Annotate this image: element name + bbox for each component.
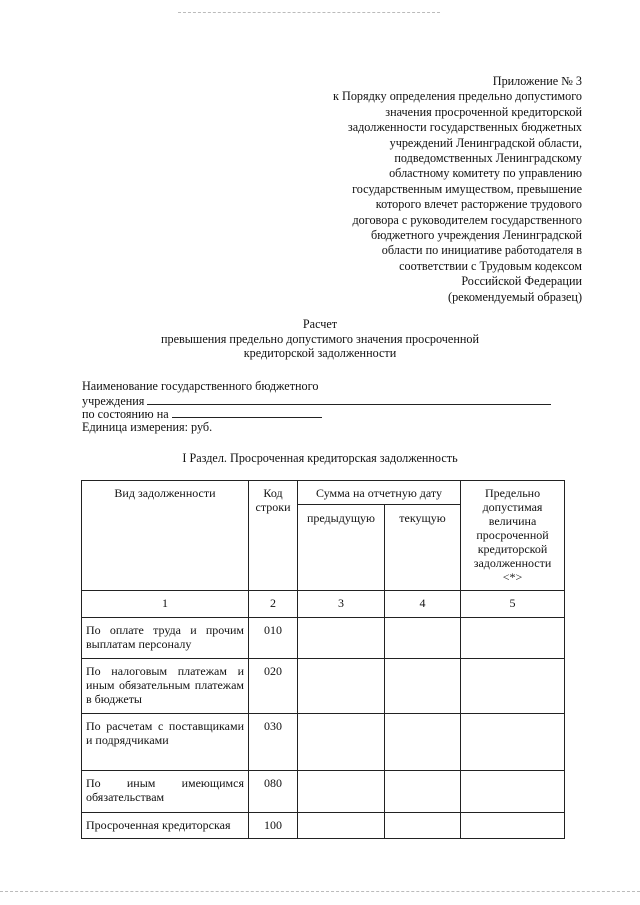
appendix-line: значения просроченной кредиторской — [385, 104, 582, 119]
header-prev: предыдущую — [298, 505, 385, 591]
row-prev-value[interactable] — [298, 618, 385, 659]
row-kind: По иным имеющимся обязательствам — [82, 771, 249, 813]
date-row — [82, 407, 562, 421]
header-limit: Предельно допустимая величина просроченной кредиторской задолженности <*> — [461, 481, 565, 591]
report-date-field[interactable] — [172, 407, 322, 418]
unit-row — [82, 421, 562, 435]
header-row-1 — [82, 481, 565, 505]
row-code: 010 — [249, 618, 298, 659]
row-current-value[interactable] — [385, 813, 461, 839]
row-limit-value[interactable] — [461, 714, 565, 771]
column-numbers-row — [82, 591, 565, 618]
title-line-2: превышения предельно допустимого значения просроченной — [160, 331, 480, 346]
appendix-line: учреждений Ленинградской области, — [389, 135, 582, 150]
col-number: 3 — [298, 591, 385, 618]
appendix-line: бюджетного учреждения Ленинградской — [371, 228, 582, 243]
row-prev-value[interactable] — [298, 771, 385, 813]
appendix-line: (рекомендуемый образец) — [448, 289, 582, 304]
row-code: 080 — [249, 771, 298, 813]
col-number: 4 — [385, 591, 461, 618]
row-code: 030 — [249, 714, 298, 771]
table-row — [82, 618, 565, 659]
header-current: текущую — [385, 505, 461, 591]
row-limit-value[interactable] — [461, 659, 565, 714]
col-number: 5 — [461, 591, 565, 618]
institution-info — [82, 380, 562, 434]
date-label: по состоянию на — [82, 407, 169, 421]
row-kind: По расчетам с поставщиками и подрядчиками — [82, 714, 249, 771]
row-kind: По оплате труда и прочим выплатам персоналу — [82, 618, 249, 659]
unit-label: Единица измерения: руб. — [82, 419, 213, 434]
row-limit-value[interactable] — [461, 771, 565, 813]
row-limit-value[interactable] — [461, 618, 565, 659]
name-label-2: учреждения — [82, 393, 145, 408]
document-title — [0, 317, 640, 361]
header-code: Код строки — [249, 481, 298, 591]
table-row — [82, 771, 565, 813]
header-sum: Сумма на отчетную дату — [298, 481, 461, 505]
appendix-line: договора с руководителем государственного — [352, 212, 582, 227]
col-number: 2 — [249, 591, 298, 618]
header-kind: Вид задолженности — [82, 481, 249, 591]
row-prev-value[interactable] — [298, 714, 385, 771]
row-code: 020 — [249, 659, 298, 714]
appendix-line: Приложение № 3 — [492, 74, 582, 88]
appendix-line: Российской Федерации — [461, 274, 582, 289]
appendix-line: государственным имуществом, превышение — [352, 181, 582, 196]
appendix-block — [282, 74, 582, 305]
appendix-line: областному комитету по управлению — [389, 166, 582, 181]
row-code: 100 — [249, 813, 298, 839]
row-current-value[interactable] — [385, 714, 461, 771]
appendix-line: задолженности государственных бюджетных — [347, 120, 582, 135]
row-kind: Просроченная кредиторская — [82, 813, 249, 839]
title-line-1: Расчет — [302, 317, 338, 331]
debt-table — [81, 480, 565, 839]
name-label-row-1 — [82, 380, 562, 394]
section-title: I Раздел. Просроченная кредиторская задолженность — [182, 451, 458, 465]
bottom-border-line — [0, 891, 640, 892]
name-label-row-2 — [82, 394, 562, 408]
table-row — [82, 813, 565, 839]
appendix-line: подведомственных Ленинградскому — [394, 151, 582, 166]
row-current-value[interactable] — [385, 771, 461, 813]
appendix-line: области по инициативе работодателя в — [381, 243, 582, 258]
row-limit-value[interactable] — [461, 813, 565, 839]
institution-name-field[interactable] — [147, 394, 551, 405]
row-prev-value[interactable] — [298, 813, 385, 839]
table-row — [82, 659, 565, 714]
appendix-line: к Порядку определения предельно допустимого — [333, 89, 582, 104]
row-prev-value[interactable] — [298, 659, 385, 714]
row-current-value[interactable] — [385, 618, 461, 659]
table-row — [82, 714, 565, 771]
name-label-1: Наименование государственного бюджетного — [82, 379, 319, 393]
appendix-line: соответствии с Трудовым кодексом — [399, 258, 582, 273]
row-kind: По налоговым платежам и иным обязательным платежам в бюджеты — [82, 659, 249, 714]
row-current-value[interactable] — [385, 659, 461, 714]
appendix-line: которого влечет расторжение трудового — [375, 197, 582, 212]
title-line-3: кредиторской задолженности — [243, 346, 397, 360]
col-number: 1 — [82, 591, 249, 618]
top-border-line — [178, 12, 440, 13]
